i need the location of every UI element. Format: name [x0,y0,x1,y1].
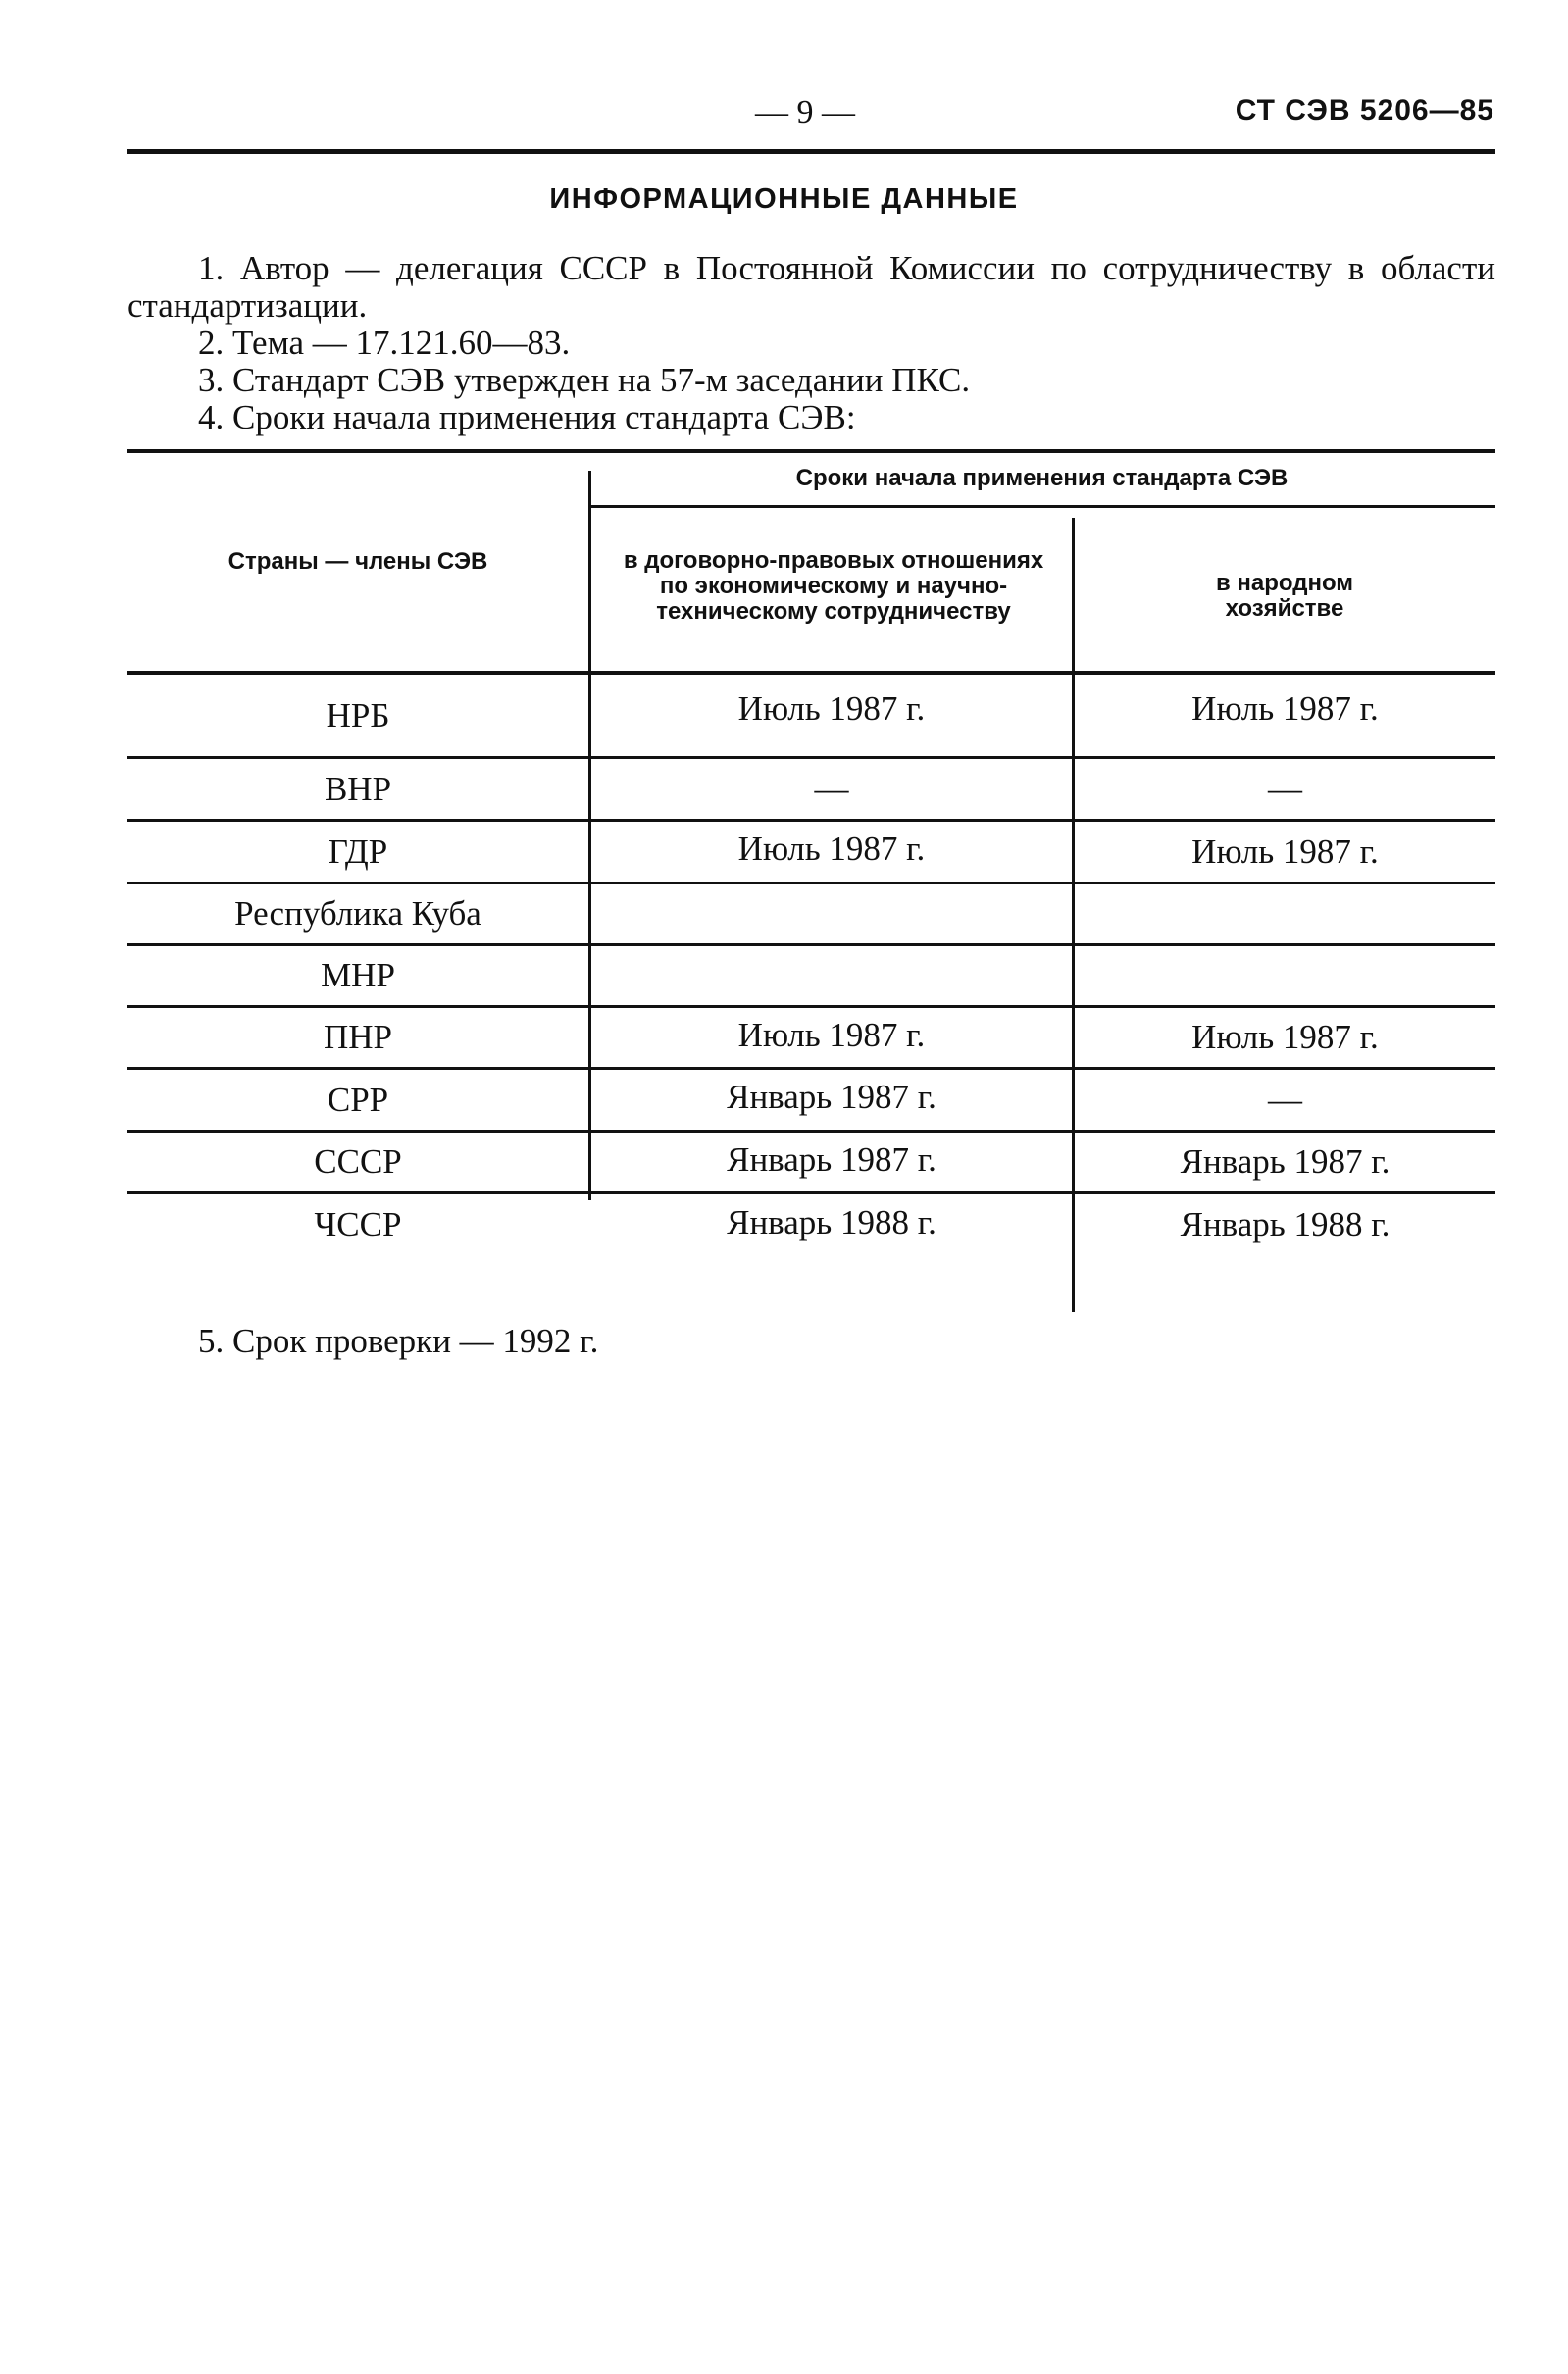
table-cell-contract [591,884,1072,943]
table-cell-country: НРБ [326,695,390,734]
table-cell-economy [1075,884,1495,943]
group-header-rule [588,505,1495,508]
header-rule [127,149,1495,154]
document-code: СТ СЭВ 5206—85 [1235,94,1494,126]
info-item-topic: 2. Тема — 17.121.60—83. [198,324,571,362]
info-item-review: 5. Срок проверки — 1992 г. [198,1322,599,1360]
table-cell-country: СССР [314,1142,402,1181]
table-cell-contract: — [814,769,849,808]
table-cell-contract: Июль 1987 г. [737,829,926,868]
table-cell-country: ГДР [328,832,388,871]
table-cell-economy: Июль 1987 г. [1191,832,1379,871]
table-cell-economy: Июль 1987 г. [1191,1018,1379,1056]
table-cell-contract: Июль 1987 г. [737,689,926,728]
column-header-economy: в народном хозяйстве [1215,570,1354,622]
table-cell-economy: Январь 1987 г. [1180,1142,1391,1181]
table-cell-country: ПНР [323,1018,393,1056]
application-schedule-table [127,449,1495,1312]
table-cell-economy: Январь 1988 г. [1180,1205,1391,1243]
table-cell-economy [1075,946,1495,1005]
table-cell-country: Республика Куба [234,894,481,933]
table-cell-contract [591,946,1072,1005]
table-cell-economy: — [1268,1080,1302,1119]
info-item-author: 1. Автор — делегация СССР в Постоянной Комиссии по сотрудничеству в области стандартизации. [127,249,1495,325]
table-cell-contract: Январь 1987 г. [727,1077,936,1116]
section-title: ИНФОРМАЦИОННЫЕ ДАННЫЕ [549,183,1019,215]
table-cell-country: СРР [327,1080,389,1119]
table-cell-contract: Январь 1988 г. [727,1203,936,1241]
info-item-approval: 3. Стандарт СЭВ утвержден на 57-м заседании ПКС. [198,361,971,399]
table-cell-economy: — [1268,769,1302,808]
table-cell-country: МНР [321,956,395,994]
info-list [127,250,1495,436]
info-item-application-terms: 4. Сроки начала применения стандарта СЭВ: [198,398,856,436]
table-cell-economy: Июль 1987 г. [1191,689,1379,728]
page-number: — 9 — [755,94,855,130]
column-header-contract: в договорно-правовых отношениях по экономическому и научно-техническому сотрудничеству [623,547,1044,625]
table-cell-country: ЧССР [314,1205,402,1243]
table-cell-contract: Июль 1987 г. [737,1015,926,1054]
table-cell-country: ВНР [324,769,392,808]
table-cell-contract: Январь 1987 г. [727,1139,936,1179]
column-header-country: Страны — члены СЭВ [228,548,488,575]
table-top-rule [127,449,1495,453]
column-group-header: Сроки начала применения стандарта СЭВ [795,465,1289,491]
